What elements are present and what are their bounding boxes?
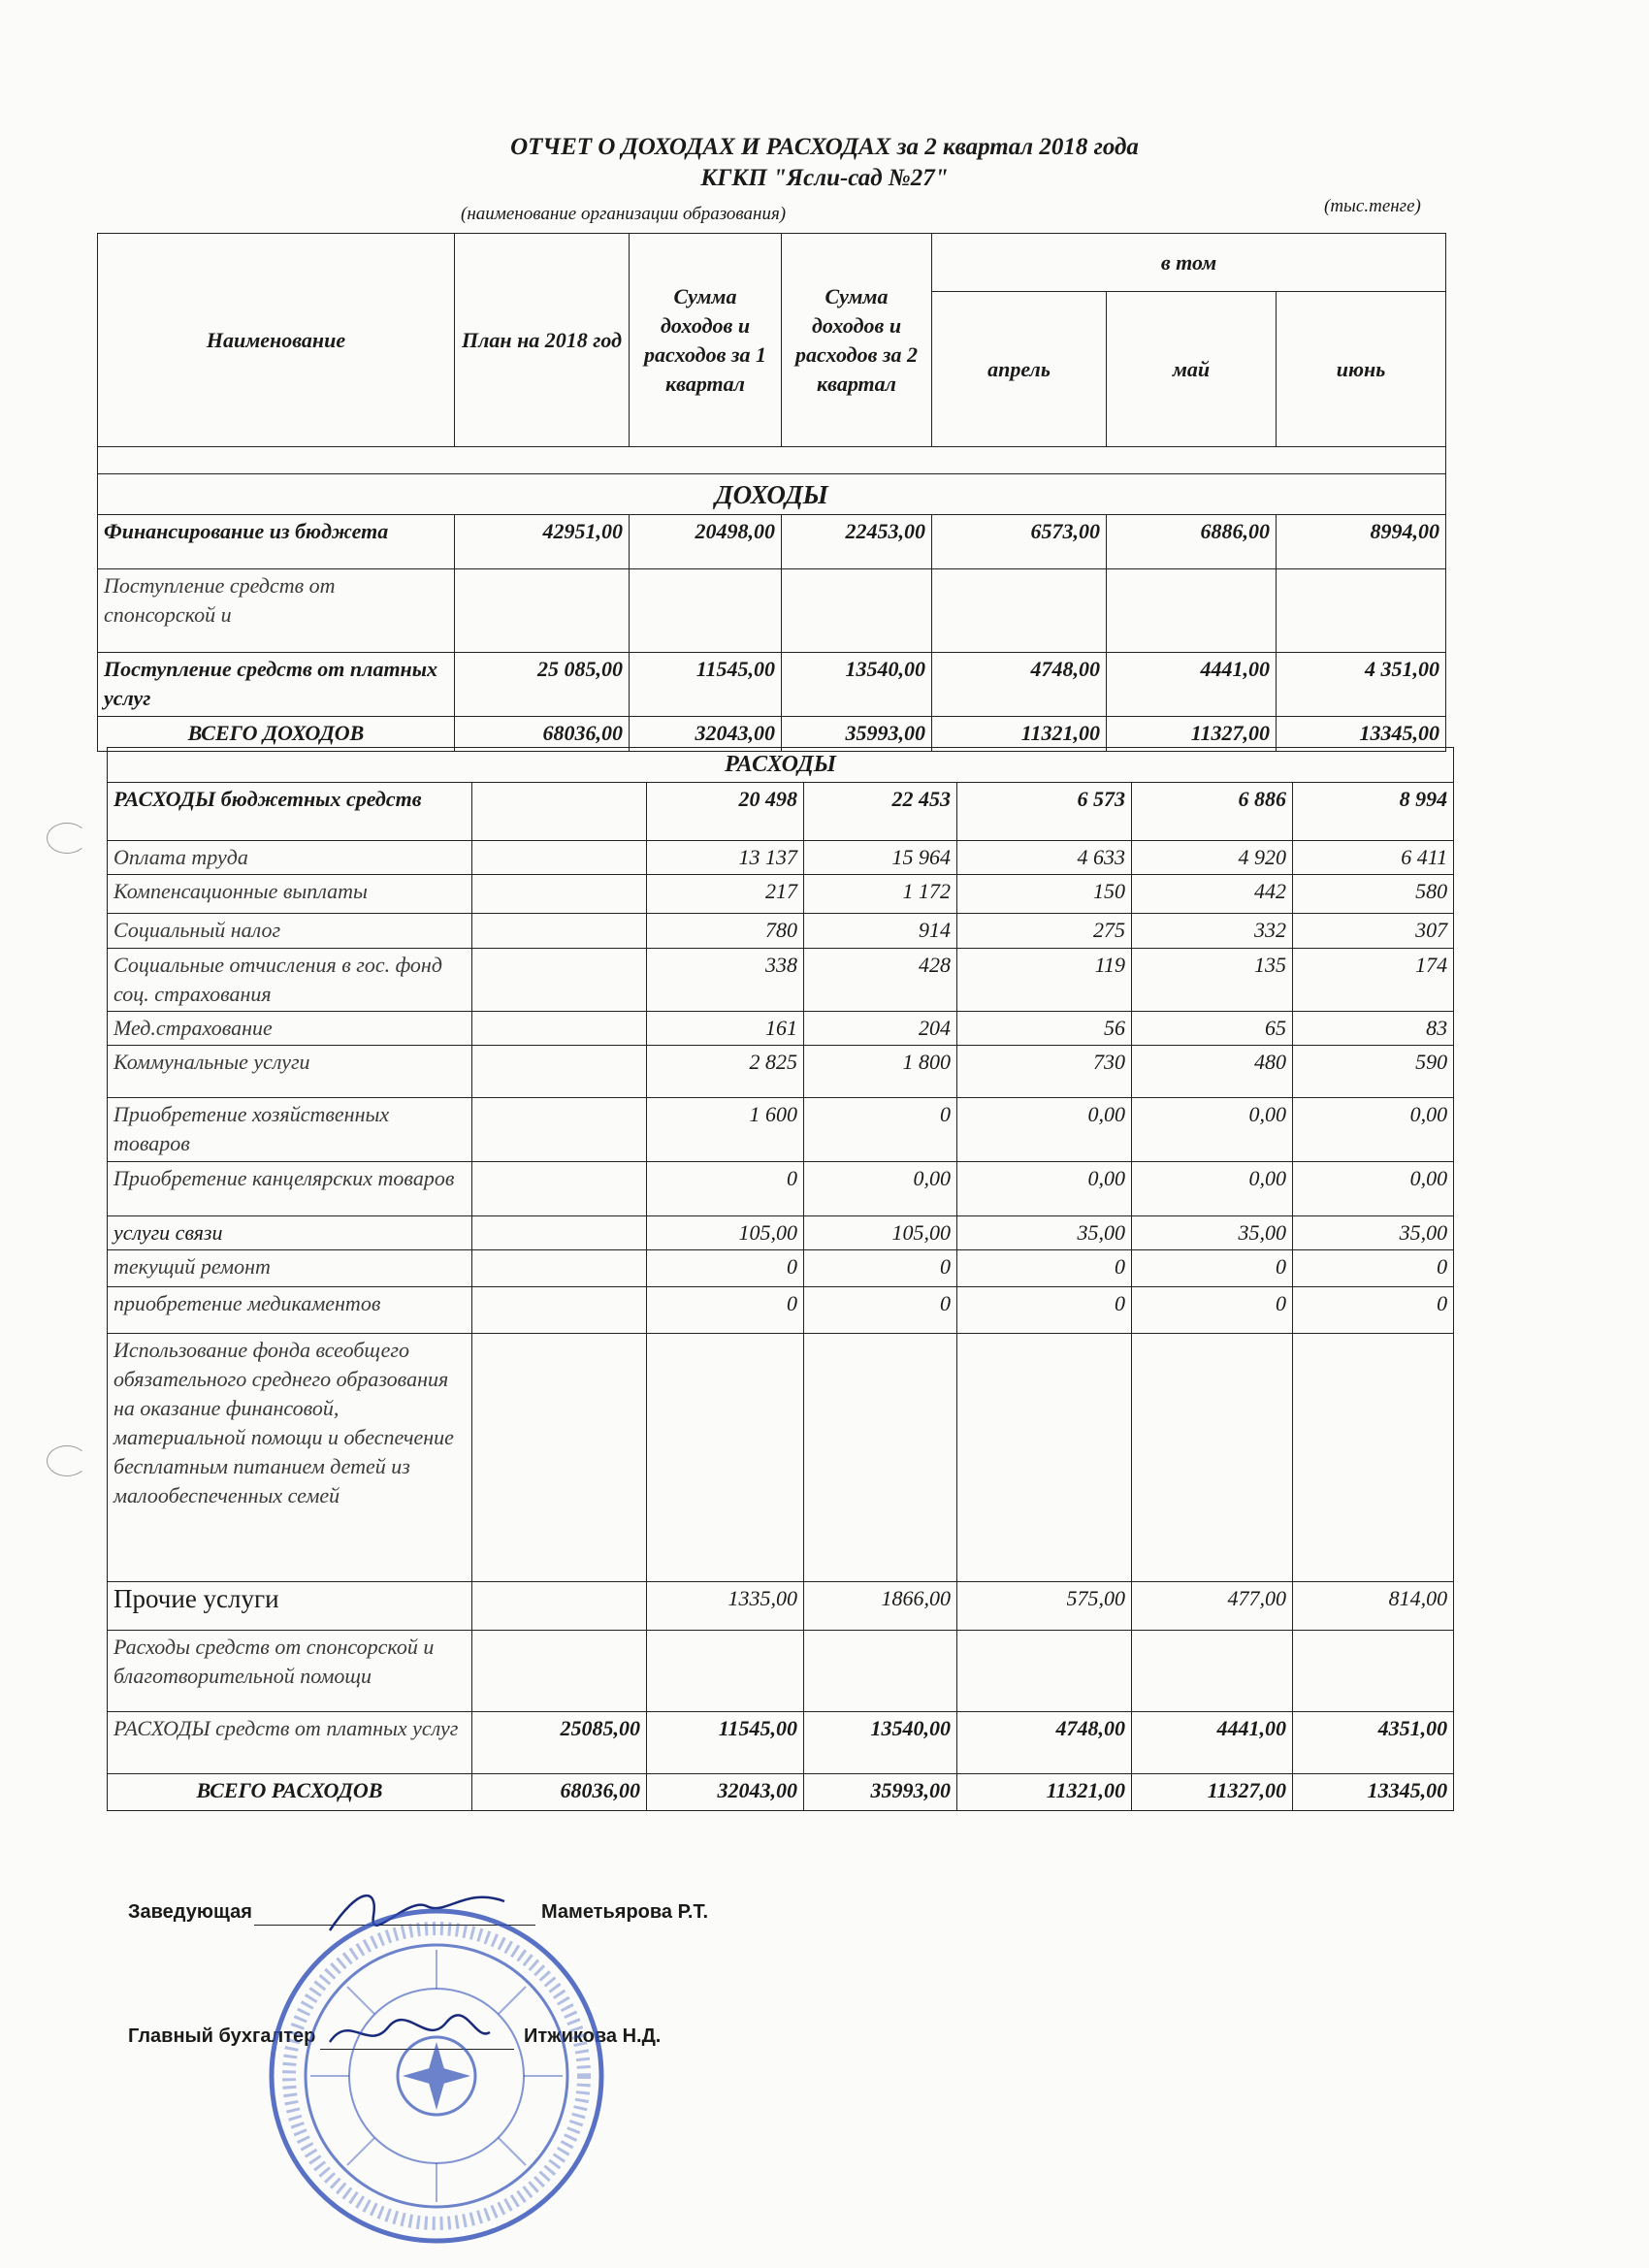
income-cell-april: 11321,00 [932, 717, 1107, 752]
expense-cell-plan [472, 914, 647, 949]
expense-cell-plan [472, 1046, 647, 1098]
expense-cell-april: 4 633 [957, 841, 1132, 875]
expense-cell-april: 730 [957, 1046, 1132, 1098]
expense-row-name: Мед.страхование [108, 1012, 472, 1046]
income-cell-may [1107, 569, 1277, 653]
expense-cell-june: 0 [1293, 1287, 1454, 1334]
expense-cell-june: 0,00 [1293, 1162, 1454, 1216]
expense-cell-may: 480 [1132, 1046, 1293, 1098]
income-cell-q2 [782, 569, 932, 653]
expense-cell-june: 35,00 [1293, 1216, 1454, 1250]
expense-row-name: текущий ремонт [108, 1250, 472, 1287]
expense-cell-may [1132, 1334, 1293, 1582]
expense-row-name: ВСЕГО РАСХОДОВ [108, 1774, 472, 1811]
expense-row-name: Расходы средств от спонсорской и благотворительной помощи [108, 1631, 472, 1712]
expense-row [108, 1098, 1454, 1162]
expense-row [108, 914, 1454, 949]
expense-cell-may: 4441,00 [1132, 1712, 1293, 1774]
expense-cell-q2: 0,00 [804, 1162, 957, 1216]
expense-cell-june [1293, 1334, 1454, 1582]
income-row [98, 569, 1446, 653]
income-section-title: ДОХОДЫ [98, 474, 1446, 515]
income-row-name: Поступление средств от спонсорской и [98, 569, 455, 653]
expense-row [108, 841, 1454, 875]
expense-cell-may: 442 [1132, 875, 1293, 914]
expense-cell-may: 477,00 [1132, 1582, 1293, 1631]
col-header-q2: Сумма доходов и расходов за 2 квартал [782, 234, 932, 447]
expense-cell-q2: 0 [804, 1098, 957, 1162]
expense-row [108, 1287, 1454, 1334]
income-cell-may: 11327,00 [1107, 717, 1277, 752]
expense-cell-may: 0,00 [1132, 1162, 1293, 1216]
income-cell-april: 4748,00 [932, 653, 1107, 717]
expense-cell-april: 0,00 [957, 1098, 1132, 1162]
expense-row [108, 1162, 1454, 1216]
expense-row-name: РАСХОДЫ средств от платных услуг [108, 1712, 472, 1774]
expense-row [108, 1774, 1454, 1811]
expense-cell-may [1132, 1631, 1293, 1712]
org-caption: (наименование организации образования) [461, 204, 787, 224]
expense-cell-may: 11327,00 [1132, 1774, 1293, 1811]
income-cell-plan: 25 085,00 [455, 653, 630, 717]
income-row-name: ВСЕГО ДОХОДОВ [98, 717, 455, 752]
accountant-name: Итжикова Н.Д. [524, 2025, 662, 2047]
expense-cell-q2: 0 [804, 1250, 957, 1287]
expense-cell-plan [472, 1287, 647, 1334]
expense-cell-june: 6 411 [1293, 841, 1454, 875]
expense-cell-june: 8 994 [1293, 783, 1454, 841]
expense-cell-april [957, 1631, 1132, 1712]
expense-cell-q1 [647, 1334, 804, 1582]
expense-cell-plan [472, 841, 647, 875]
expense-cell-april [957, 1334, 1132, 1582]
expense-row [108, 1631, 1454, 1712]
income-cell-april: 6573,00 [932, 515, 1107, 569]
expense-cell-q2: 105,00 [804, 1216, 957, 1250]
expense-row [108, 783, 1454, 841]
expense-cell-april: 119 [957, 949, 1132, 1012]
expense-row [108, 1582, 1454, 1631]
income-cell-q1 [630, 569, 782, 653]
expense-cell-q2: 914 [804, 914, 957, 949]
income-cell-may: 4441,00 [1107, 653, 1277, 717]
expense-cell-april: 11321,00 [957, 1774, 1132, 1811]
expense-row [108, 1012, 1454, 1046]
expense-cell-q2: 428 [804, 949, 957, 1012]
expense-cell-may: 65 [1132, 1012, 1293, 1046]
expense-row-name: Приобретение хозяйственных товаров [108, 1098, 472, 1162]
punch-hole [47, 1445, 87, 1476]
head-title: Заведующая [128, 1901, 252, 1923]
expense-row-name: услуги связи [108, 1216, 472, 1250]
expense-cell-may: 35,00 [1132, 1216, 1293, 1250]
expense-cell-june: 307 [1293, 914, 1454, 949]
expenses-section-title: РАСХОДЫ [108, 748, 1454, 783]
expense-cell-q2: 13540,00 [804, 1712, 957, 1774]
expense-row-name: Оплата труда [108, 841, 472, 875]
expense-cell-june: 13345,00 [1293, 1774, 1454, 1811]
expense-row-name: Использование фонда всеобщего обязательного среднего образования на оказание финансовой, материальной помощи и обеспечение бесплатным питанием детей из малообеспеченных семей [108, 1334, 472, 1582]
expense-cell-plan: 25085,00 [472, 1712, 647, 1774]
expense-row [108, 1250, 1454, 1287]
expense-cell-april: 6 573 [957, 783, 1132, 841]
income-cell-june: 13345,00 [1277, 717, 1446, 752]
income-cell-april [932, 569, 1107, 653]
expense-cell-april: 275 [957, 914, 1132, 949]
expense-cell-june: 0,00 [1293, 1098, 1454, 1162]
income-cell-may: 6886,00 [1107, 515, 1277, 569]
expense-cell-may: 6 886 [1132, 783, 1293, 841]
col-header-april: апрель [932, 292, 1107, 447]
expense-cell-plan [472, 1250, 647, 1287]
expense-cell-plan [472, 1216, 647, 1250]
col-header-plan: План на 2018 год [455, 234, 630, 447]
expense-row-name: РАСХОДЫ бюджетных средств [108, 783, 472, 841]
expense-cell-q1 [647, 1631, 804, 1712]
expense-cell-june: 0 [1293, 1250, 1454, 1287]
income-cell-q2: 13540,00 [782, 653, 932, 717]
expense-row-name: Коммунальные услуги [108, 1046, 472, 1098]
col-header-june: июнь [1277, 292, 1446, 447]
expense-cell-april: 35,00 [957, 1216, 1132, 1250]
col-header-group: в том [932, 234, 1446, 292]
expense-cell-q2: 1 172 [804, 875, 957, 914]
expense-row-name: Социальные отчисления в гос. фонд соц. страхования [108, 949, 472, 1012]
expense-cell-q1: 105,00 [647, 1216, 804, 1250]
expense-cell-q1: 11545,00 [647, 1712, 804, 1774]
organization-name: КГКП "Ясли-сад №27" [700, 165, 949, 191]
expense-cell-q1: 0 [647, 1250, 804, 1287]
expense-cell-plan [472, 1098, 647, 1162]
expense-cell-plan [472, 949, 647, 1012]
expense-cell-q1: 2 825 [647, 1046, 804, 1098]
expense-cell-april: 56 [957, 1012, 1132, 1046]
expense-row-name: Прочие услуги [108, 1582, 472, 1631]
expense-row-name: Приобретение канцелярских товаров [108, 1162, 472, 1216]
expense-rows [108, 783, 1454, 1811]
income-cell-june: 4 351,00 [1277, 653, 1446, 717]
expense-cell-plan [472, 875, 647, 914]
income-cell-plan: 42951,00 [455, 515, 630, 569]
expense-row [108, 949, 1454, 1012]
expense-cell-q2: 22 453 [804, 783, 957, 841]
expense-cell-plan [472, 1582, 647, 1631]
income-row [98, 653, 1446, 717]
expense-row [108, 1334, 1454, 1582]
expense-cell-june: 580 [1293, 875, 1454, 914]
expense-cell-may: 0 [1132, 1287, 1293, 1334]
expense-cell-april: 4748,00 [957, 1712, 1132, 1774]
accountant-title: Главный бухгалтер [128, 2025, 316, 2047]
expense-cell-june: 590 [1293, 1046, 1454, 1098]
expense-row-name: Социальный налог [108, 914, 472, 949]
expense-cell-q1: 338 [647, 949, 804, 1012]
expense-cell-q1: 1335,00 [647, 1582, 804, 1631]
expenses-table [107, 747, 1454, 1811]
expense-cell-april: 575,00 [957, 1582, 1132, 1631]
expense-cell-june: 4351,00 [1293, 1712, 1454, 1774]
report-title: ОТЧЕТ О ДОХОДАХ И РАСХОДАХ за 2 квартал 2018 года [510, 134, 1139, 160]
expense-cell-april: 150 [957, 875, 1132, 914]
income-rows [98, 515, 1446, 752]
expense-cell-plan [472, 1162, 647, 1216]
expense-row-name: Компенсационные выплаты [108, 875, 472, 914]
expense-cell-q1: 0 [647, 1162, 804, 1216]
income-cell-plan [455, 569, 630, 653]
expense-cell-q1: 161 [647, 1012, 804, 1046]
expense-cell-june: 83 [1293, 1012, 1454, 1046]
income-row-name: Финансирование из бюджета [98, 515, 455, 569]
expense-cell-q2 [804, 1334, 957, 1582]
expense-cell-june: 174 [1293, 949, 1454, 1012]
expense-cell-june [1293, 1631, 1454, 1712]
expense-cell-q1: 217 [647, 875, 804, 914]
expense-cell-q2: 15 964 [804, 841, 957, 875]
income-row [98, 515, 1446, 569]
income-cell-q1: 11545,00 [630, 653, 782, 717]
expense-cell-q2: 204 [804, 1012, 957, 1046]
expense-cell-plan [472, 783, 647, 841]
expense-cell-plan [472, 1334, 647, 1582]
expense-cell-q1: 1 600 [647, 1098, 804, 1162]
expense-cell-april: 0,00 [957, 1162, 1132, 1216]
income-row-name: Поступление средств от платных услуг [98, 653, 455, 717]
col-header-q1: Сумма доходов и расходов за 1 квартал [630, 234, 782, 447]
expense-cell-may: 332 [1132, 914, 1293, 949]
punch-hole [47, 823, 87, 854]
expense-cell-plan [472, 1012, 647, 1046]
expense-cell-april: 0 [957, 1250, 1132, 1287]
expense-cell-may: 4 920 [1132, 841, 1293, 875]
expense-row-name: приобретение медикаментов [108, 1287, 472, 1334]
income-cell-q1: 20498,00 [630, 515, 782, 569]
head-name: Маметьярова Р.Т. [541, 1901, 709, 1923]
expense-cell-q1: 13 137 [647, 841, 804, 875]
income-cell-june [1277, 569, 1446, 653]
income-cell-q2: 22453,00 [782, 515, 932, 569]
expense-row [108, 1216, 1454, 1250]
income-cell-q2: 35993,00 [782, 717, 932, 752]
expense-cell-may: 0,00 [1132, 1098, 1293, 1162]
income-table [97, 233, 1446, 752]
expense-cell-q1: 20 498 [647, 783, 804, 841]
income-cell-q1: 32043,00 [630, 717, 782, 752]
expense-cell-q2: 35993,00 [804, 1774, 957, 1811]
expense-row [108, 1712, 1454, 1774]
expense-cell-q2: 1866,00 [804, 1582, 957, 1631]
expense-row [108, 875, 1454, 914]
expense-cell-june: 814,00 [1293, 1582, 1454, 1631]
expense-cell-q1: 780 [647, 914, 804, 949]
expense-cell-may: 0 [1132, 1250, 1293, 1287]
expense-cell-may: 135 [1132, 949, 1293, 1012]
expense-cell-q1: 0 [647, 1287, 804, 1334]
expense-cell-april: 0 [957, 1287, 1132, 1334]
col-header-may: май [1107, 292, 1277, 447]
expense-cell-plan: 68036,00 [472, 1774, 647, 1811]
income-cell-june: 8994,00 [1277, 515, 1446, 569]
unit-label: (тыс.тенге) [1324, 196, 1421, 216]
round-seal-icon [262, 1901, 611, 2251]
expense-cell-q2 [804, 1631, 957, 1712]
expense-cell-q1: 32043,00 [647, 1774, 804, 1811]
income-cell-plan: 68036,00 [455, 717, 630, 752]
expense-cell-q2: 1 800 [804, 1046, 957, 1098]
expense-cell-q2: 0 [804, 1287, 957, 1334]
expense-row [108, 1046, 1454, 1098]
expense-cell-plan [472, 1631, 647, 1712]
col-header-name: Наименование [98, 234, 455, 447]
